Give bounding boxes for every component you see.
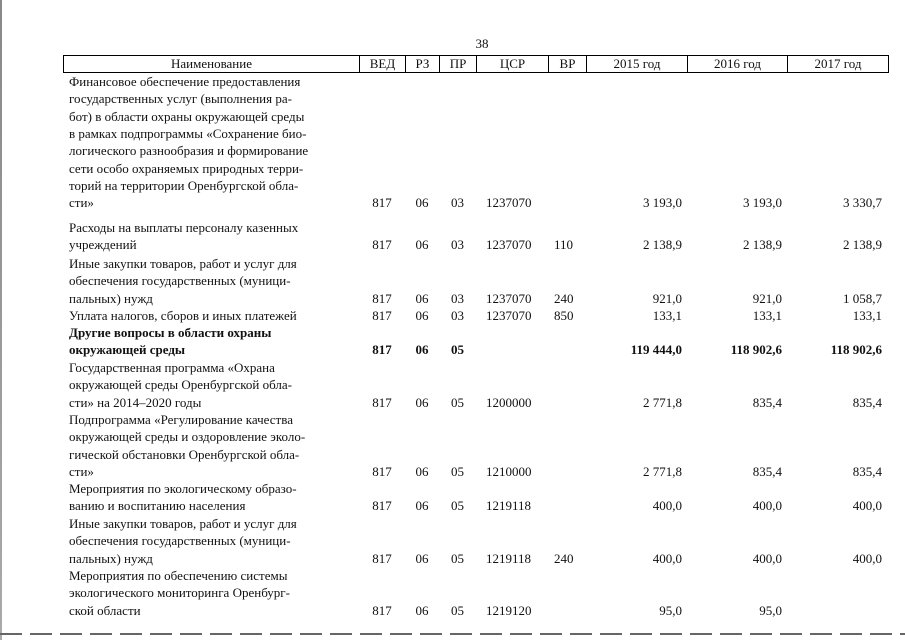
header-vr: ВР (548, 55, 586, 73)
row-name-line: торий на территории Оренбургской обла- (69, 177, 299, 193)
cell-rz: 06 (415, 290, 429, 306)
cell-2016: 3 193,0 (743, 195, 782, 211)
cell-2015: 95,0 (659, 602, 682, 618)
cell-rz: 06 (415, 550, 429, 566)
row-name-line: окружающей среды Оренбургской обла- (69, 377, 292, 393)
row-name-line: окружающей среды и оздоровление эколо- (69, 429, 306, 445)
cell-rz: 06 (415, 498, 429, 514)
cell-2015: 400,0 (652, 550, 682, 566)
row-name-line: пальных) нужд (69, 550, 153, 566)
cell-2017: 133,1 (852, 308, 882, 323)
cell-2017: 118 902,6 (830, 342, 882, 358)
row-name-line: в рамках подпрограммы «Сохранение био- (69, 125, 307, 141)
cell-pr: 03 (451, 195, 464, 211)
cell-2016: 95,0 (759, 602, 782, 618)
row-name-line: Государственная программа «Охрана (69, 360, 275, 375)
row-name-line: сти» на 2014–2020 годы (69, 394, 202, 410)
cell-vr: 110 (554, 237, 574, 253)
row-name-line: ской области (69, 602, 141, 618)
scan-bottom-edge (0, 633, 905, 635)
page-number: 38 (475, 36, 489, 51)
header-2017: 2017 год (787, 55, 889, 73)
cell-2016: 133,1 (752, 308, 782, 323)
cell-csr: 1237070 (486, 290, 532, 306)
cell-pr: 03 (451, 308, 464, 323)
cell-2016: 921,0 (752, 290, 782, 306)
row-name-line: окружающей среды (69, 342, 186, 358)
cell-2016: 835,4 (752, 463, 782, 479)
header-pr: ПР (439, 55, 476, 73)
cell-csr: 1219118 (486, 498, 532, 514)
cell-pr: 05 (451, 342, 464, 358)
cell-csr: 1200000 (486, 394, 532, 410)
cell-pr: 05 (451, 550, 464, 566)
row-name-line: гической обстановки Оренбургской обла- (69, 446, 300, 462)
row-name-line: сети особо охраняемых природных терри- (69, 160, 304, 176)
row-name-line: Расходы на выплаты персоналу казенных (69, 220, 299, 235)
cell-ved: 817 (372, 195, 392, 211)
row-name-line: экологического мониторинга Оренбург- (69, 585, 290, 601)
cell-csr: 1219120 (486, 602, 532, 618)
cell-rz: 06 (415, 237, 429, 253)
cell-2015: 2 138,9 (643, 237, 682, 253)
row-name-line: ванию и воспитанию населения (69, 498, 246, 514)
header-csr: ЦСР (476, 55, 548, 73)
row-name-line: Иные закупки товаров, работ и услуг для (69, 516, 297, 531)
cell-2016: 835,4 (752, 394, 782, 410)
cell-2017: 400,0 (852, 550, 882, 566)
cell-2017: 835,4 (852, 463, 882, 479)
cell-2017: 3 330,7 (843, 195, 882, 211)
cell-2015: 2 771,8 (643, 394, 682, 410)
cell-rz: 06 (415, 463, 429, 479)
cell-2015: 133,1 (652, 308, 682, 323)
row-name-line: государственных услуг (выполнения ра- (69, 91, 292, 107)
row-name-line: обеспечения государственных (муници- (69, 533, 291, 549)
row-name-line: сти» (69, 463, 94, 479)
cell-rz: 06 (415, 308, 429, 323)
row-name-line: Мероприятия по экологическому образо- (69, 481, 297, 496)
cell-2015: 3 193,0 (643, 195, 682, 211)
cell-2016: 400,0 (752, 550, 782, 566)
cell-2016: 400,0 (752, 498, 782, 514)
header-rz: РЗ (405, 55, 439, 73)
cell-ved: 817 (372, 308, 392, 323)
header-ved: ВЕД (359, 55, 405, 73)
cell-2017: 2 138,9 (843, 237, 882, 253)
row-name-line: Другие вопросы в области охраны (69, 325, 272, 340)
cell-pr: 03 (451, 290, 464, 306)
row-name-line: пальных) нужд (69, 290, 153, 306)
row-name-line: Подпрограмма «Регулирование качества (69, 412, 293, 427)
cell-2017: 1 058,7 (843, 290, 882, 306)
cell-vr: 240 (554, 290, 574, 306)
header-name: Наименование (63, 55, 359, 73)
header-2015: 2015 год (586, 55, 687, 73)
cell-2015: 921,0 (652, 290, 682, 306)
cell-csr: 1237070 (486, 237, 532, 253)
cell-csr: 1237070 (486, 308, 532, 323)
row-name-line: Уплата налогов, сборов и иных платежей (69, 308, 297, 323)
cell-pr: 05 (451, 394, 464, 410)
cell-ved: 817 (372, 290, 392, 306)
cell-pr: 03 (451, 237, 464, 253)
cell-rz: 06 (415, 602, 429, 618)
row-name-line: учреждений (69, 237, 137, 253)
cell-csr: 1210000 (486, 463, 532, 479)
cell-2015: 400,0 (652, 498, 682, 514)
row-name-line: логического разнообразия и формирование (69, 143, 309, 159)
cell-pr: 05 (451, 602, 464, 618)
cell-2016: 2 138,9 (743, 237, 782, 253)
cell-pr: 05 (451, 498, 464, 514)
row-name-line: обеспечения государственных (муници- (69, 273, 291, 289)
cell-rz: 06 (415, 342, 429, 358)
cell-ved: 817 (372, 342, 392, 358)
cell-csr: 1237070 (486, 195, 532, 211)
cell-2015: 2 771,8 (643, 463, 682, 479)
cell-csr: 1219118 (486, 550, 532, 566)
row-name-line: сти» (69, 195, 94, 211)
cell-ved: 817 (372, 463, 392, 479)
cell-ved: 817 (372, 602, 392, 618)
cell-ved: 817 (372, 394, 392, 410)
row-name-line: бот) в области охраны окружающей среды (69, 108, 305, 124)
cell-2015: 119 444,0 (630, 342, 682, 358)
cell-2017: 835,4 (852, 394, 882, 410)
scan-left-edge (0, 0, 2, 640)
cell-ved: 817 (372, 498, 392, 514)
row-name-line: Иные закупки товаров, работ и услуг для (69, 256, 297, 271)
cell-ved: 817 (372, 237, 392, 253)
row-name-line: Мероприятия по обеспечению системы (69, 568, 288, 583)
cell-2016: 118 902,6 (730, 342, 782, 358)
cell-ved: 817 (372, 550, 392, 566)
cell-rz: 06 (415, 394, 429, 410)
cell-vr: 240 (554, 550, 574, 566)
cell-vr: 850 (554, 308, 574, 323)
cell-pr: 05 (451, 463, 464, 479)
row-name-line: Финансовое обеспечение предоставления (69, 74, 301, 89)
cell-rz: 06 (415, 195, 429, 211)
cell-2017: 400,0 (852, 498, 882, 514)
header-2016: 2016 год (687, 55, 787, 73)
